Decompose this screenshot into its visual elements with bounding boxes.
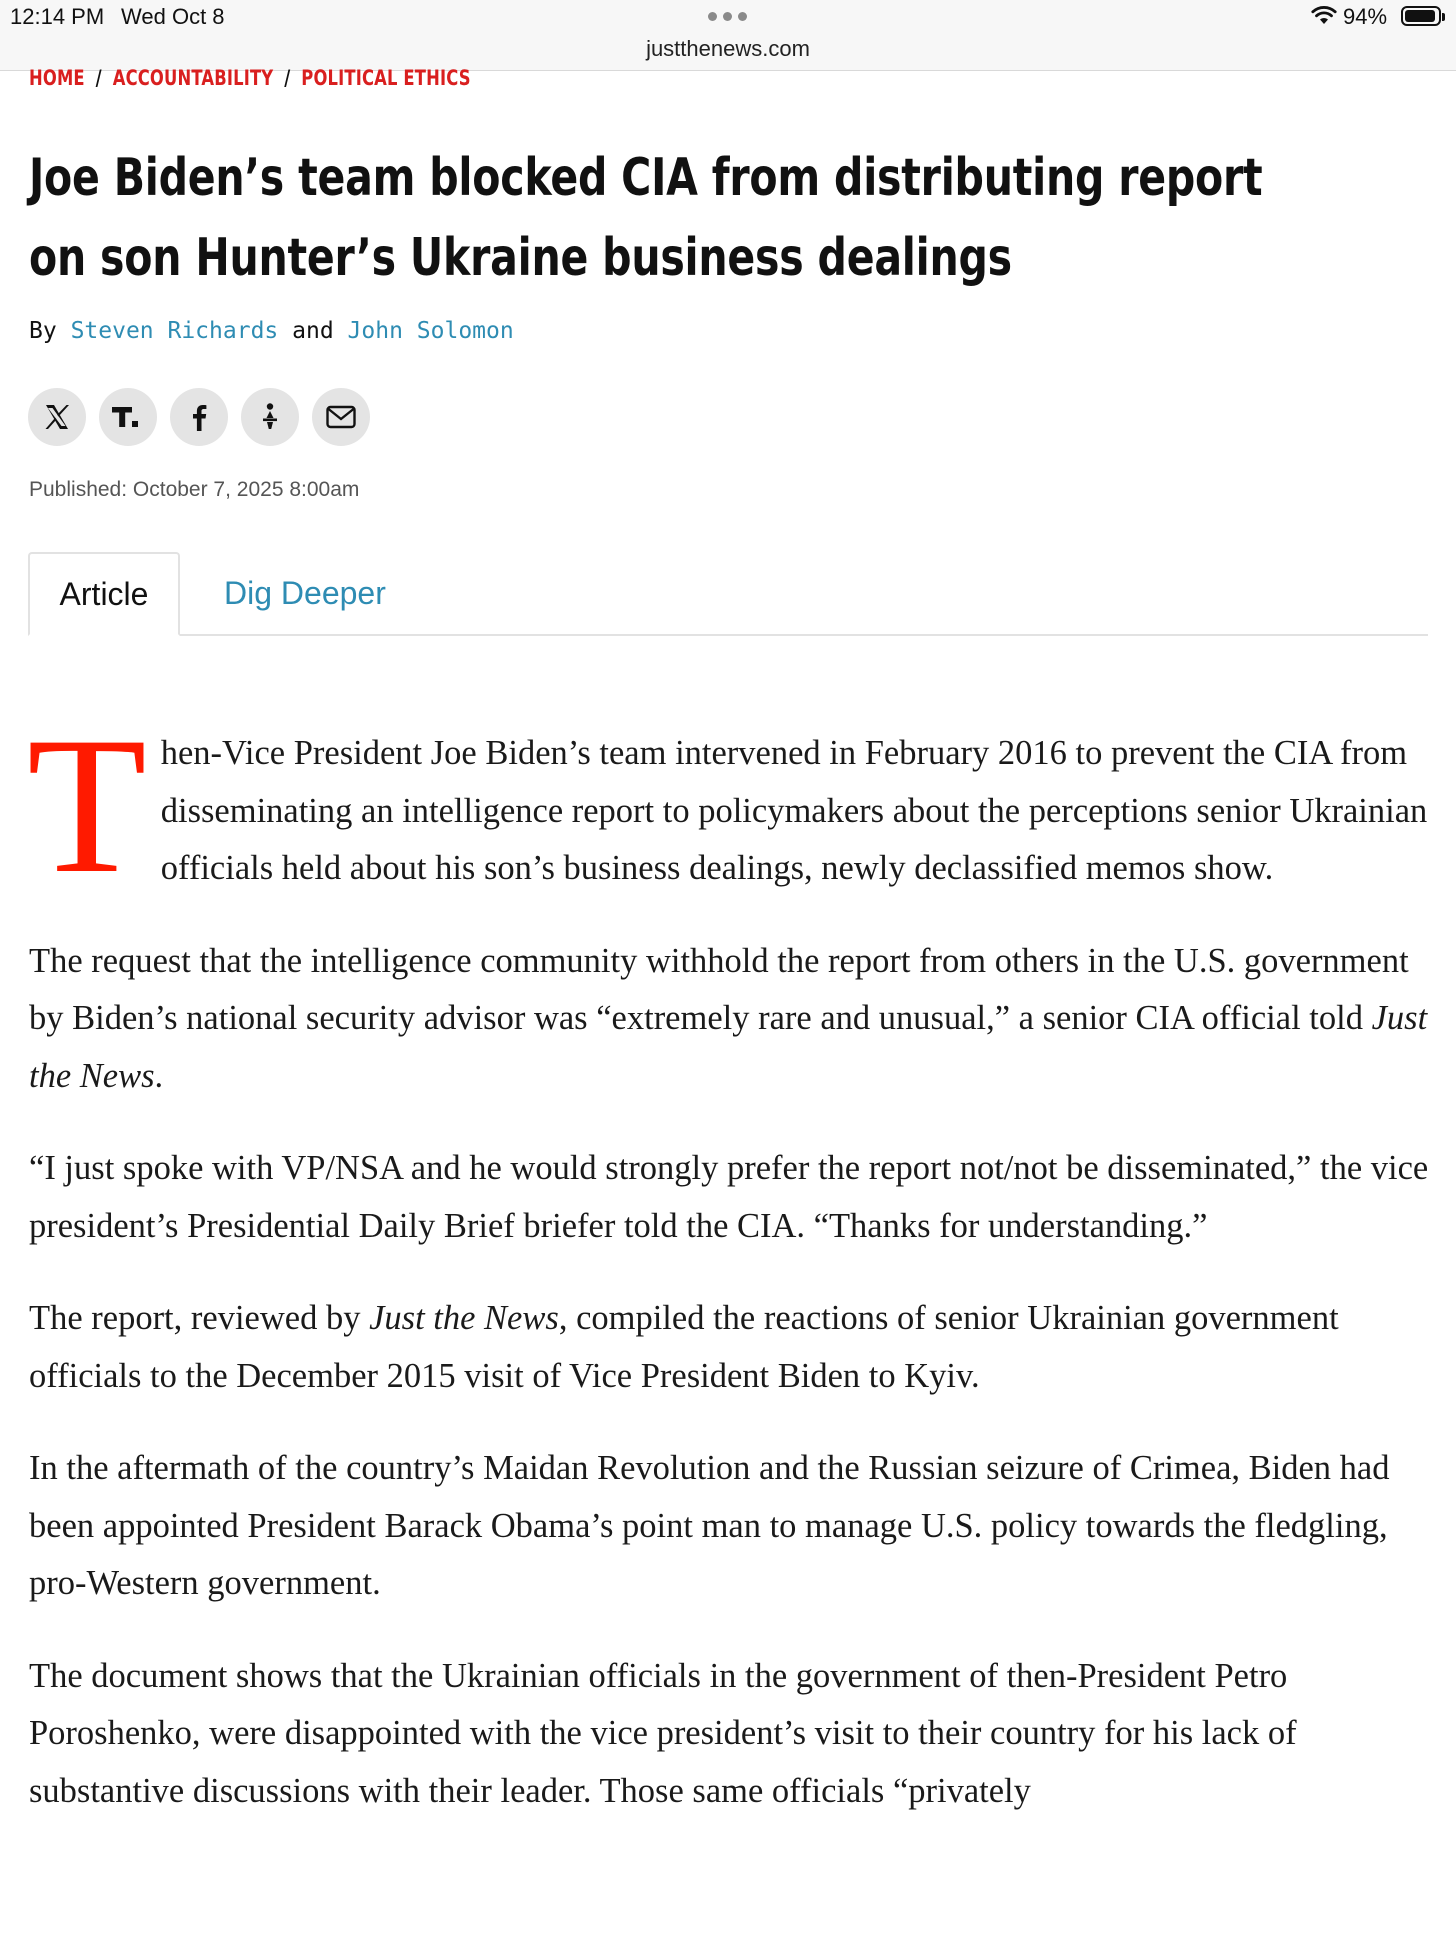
article-paragraph: In the aftermath of the country’s Maidan Revolution and the Russian seizure of Crimea, Biden had been appointed President Barack Obama’s point man to manage U.S. policy towards the fledgling, pro-Western government.	[29, 1449, 1390, 1602]
paragraph-text-end: , compiled the reactions of senior Ukrainian government officials to the December 2015 visit of Vice President Biden to Kyiv.	[29, 1299, 1339, 1395]
article-tabs	[28, 552, 1428, 636]
article-paragraph: The document shows that the Ukrainian officials in the government of then-President Petro Poroshenko, were disappointed with the vice president’s visit to their country for his lack of substantive discussions with their leader. Those same officials “privately	[29, 1656, 1297, 1810]
author-link-john-solomon[interactable]: John Solomon	[347, 318, 514, 344]
truth-social-icon	[110, 402, 146, 432]
breadcrumb-home[interactable]: HOME	[29, 66, 85, 90]
byline-prefix: By	[29, 318, 57, 344]
browser-status-bar	[0, 0, 1456, 71]
share-facebook-button[interactable]	[170, 388, 228, 446]
paragraph-text: hen-Vice President Joe Biden’s team intervened in February 2016 to prevent the CIA from disseminating an intelligence report to policymakers about the perceptions senior Ukrainian officials held about his son’s business dealings, newly declassified memos show.	[160, 734, 1428, 887]
share-email-button[interactable]	[312, 388, 370, 446]
byline-conjunction: and	[292, 318, 334, 344]
facebook-icon	[184, 402, 214, 432]
breadcrumb-separator: /	[95, 66, 102, 90]
publication-name: Just the News	[29, 999, 1428, 1095]
share-x-button[interactable]	[28, 388, 86, 446]
status-time: 12:14 PM	[10, 4, 105, 29]
breadcrumb-separator: /	[284, 66, 291, 90]
paragraph-text: The request that the intelligence community withhold the report from others in the U.S. government by Biden’s national security advisor was “extremely rare and unusual,” a senior CIA official told	[29, 941, 1409, 1037]
share-truth-social-button[interactable]	[99, 388, 157, 446]
multitasking-dots-icon[interactable]	[708, 12, 747, 21]
breadcrumb	[29, 66, 471, 90]
publication-name: Just the News	[369, 1299, 559, 1337]
paragraph-text-end: .	[154, 1056, 164, 1095]
article-paragraph	[27, 697, 1439, 914]
email-icon	[325, 404, 357, 430]
breadcrumb-accountability[interactable]: ACCOUNTABILITY	[112, 66, 274, 90]
tab-article[interactable]: Article	[28, 552, 180, 636]
published-date: Published: October 7, 2025 8:00am	[29, 478, 360, 501]
wifi-icon	[1311, 6, 1337, 31]
battery-percent: 94%	[1343, 4, 1388, 29]
drop-cap: T	[27, 697, 147, 914]
battery-icon	[1401, 6, 1441, 26]
tab-dig-deeper[interactable]: Dig Deeper	[224, 574, 386, 611]
article-paragraph	[29, 933, 1439, 1106]
article-paragraph	[29, 1290, 1439, 1405]
x-icon	[42, 402, 72, 432]
byline	[29, 318, 514, 344]
author-link-steven-richards[interactable]: Steven Richards	[70, 318, 279, 344]
article-headline: Joe Biden’s team blocked CIA from distributing report on son Hunter’s Ukraine business dealings	[29, 148, 1263, 288]
article-paragraph: “I just spoke with VP/NSA and he would strongly prefer the report not/not be disseminated,” the vice president’s Presidential Daily Brief briefer told the CIA. “Thanks for understanding.”	[29, 1149, 1429, 1245]
share-buttons	[28, 388, 370, 446]
article-body	[27, 697, 1439, 1855]
gettr-icon	[255, 401, 285, 433]
status-date: Wed Oct 8	[121, 4, 225, 29]
breadcrumb-political-ethics[interactable]: POLITICAL ETHICS	[301, 66, 471, 90]
address-bar-url[interactable]: justthenews.com	[646, 36, 810, 61]
share-gettr-button[interactable]	[241, 388, 299, 446]
paragraph-text: The report, reviewed by	[29, 1299, 370, 1337]
